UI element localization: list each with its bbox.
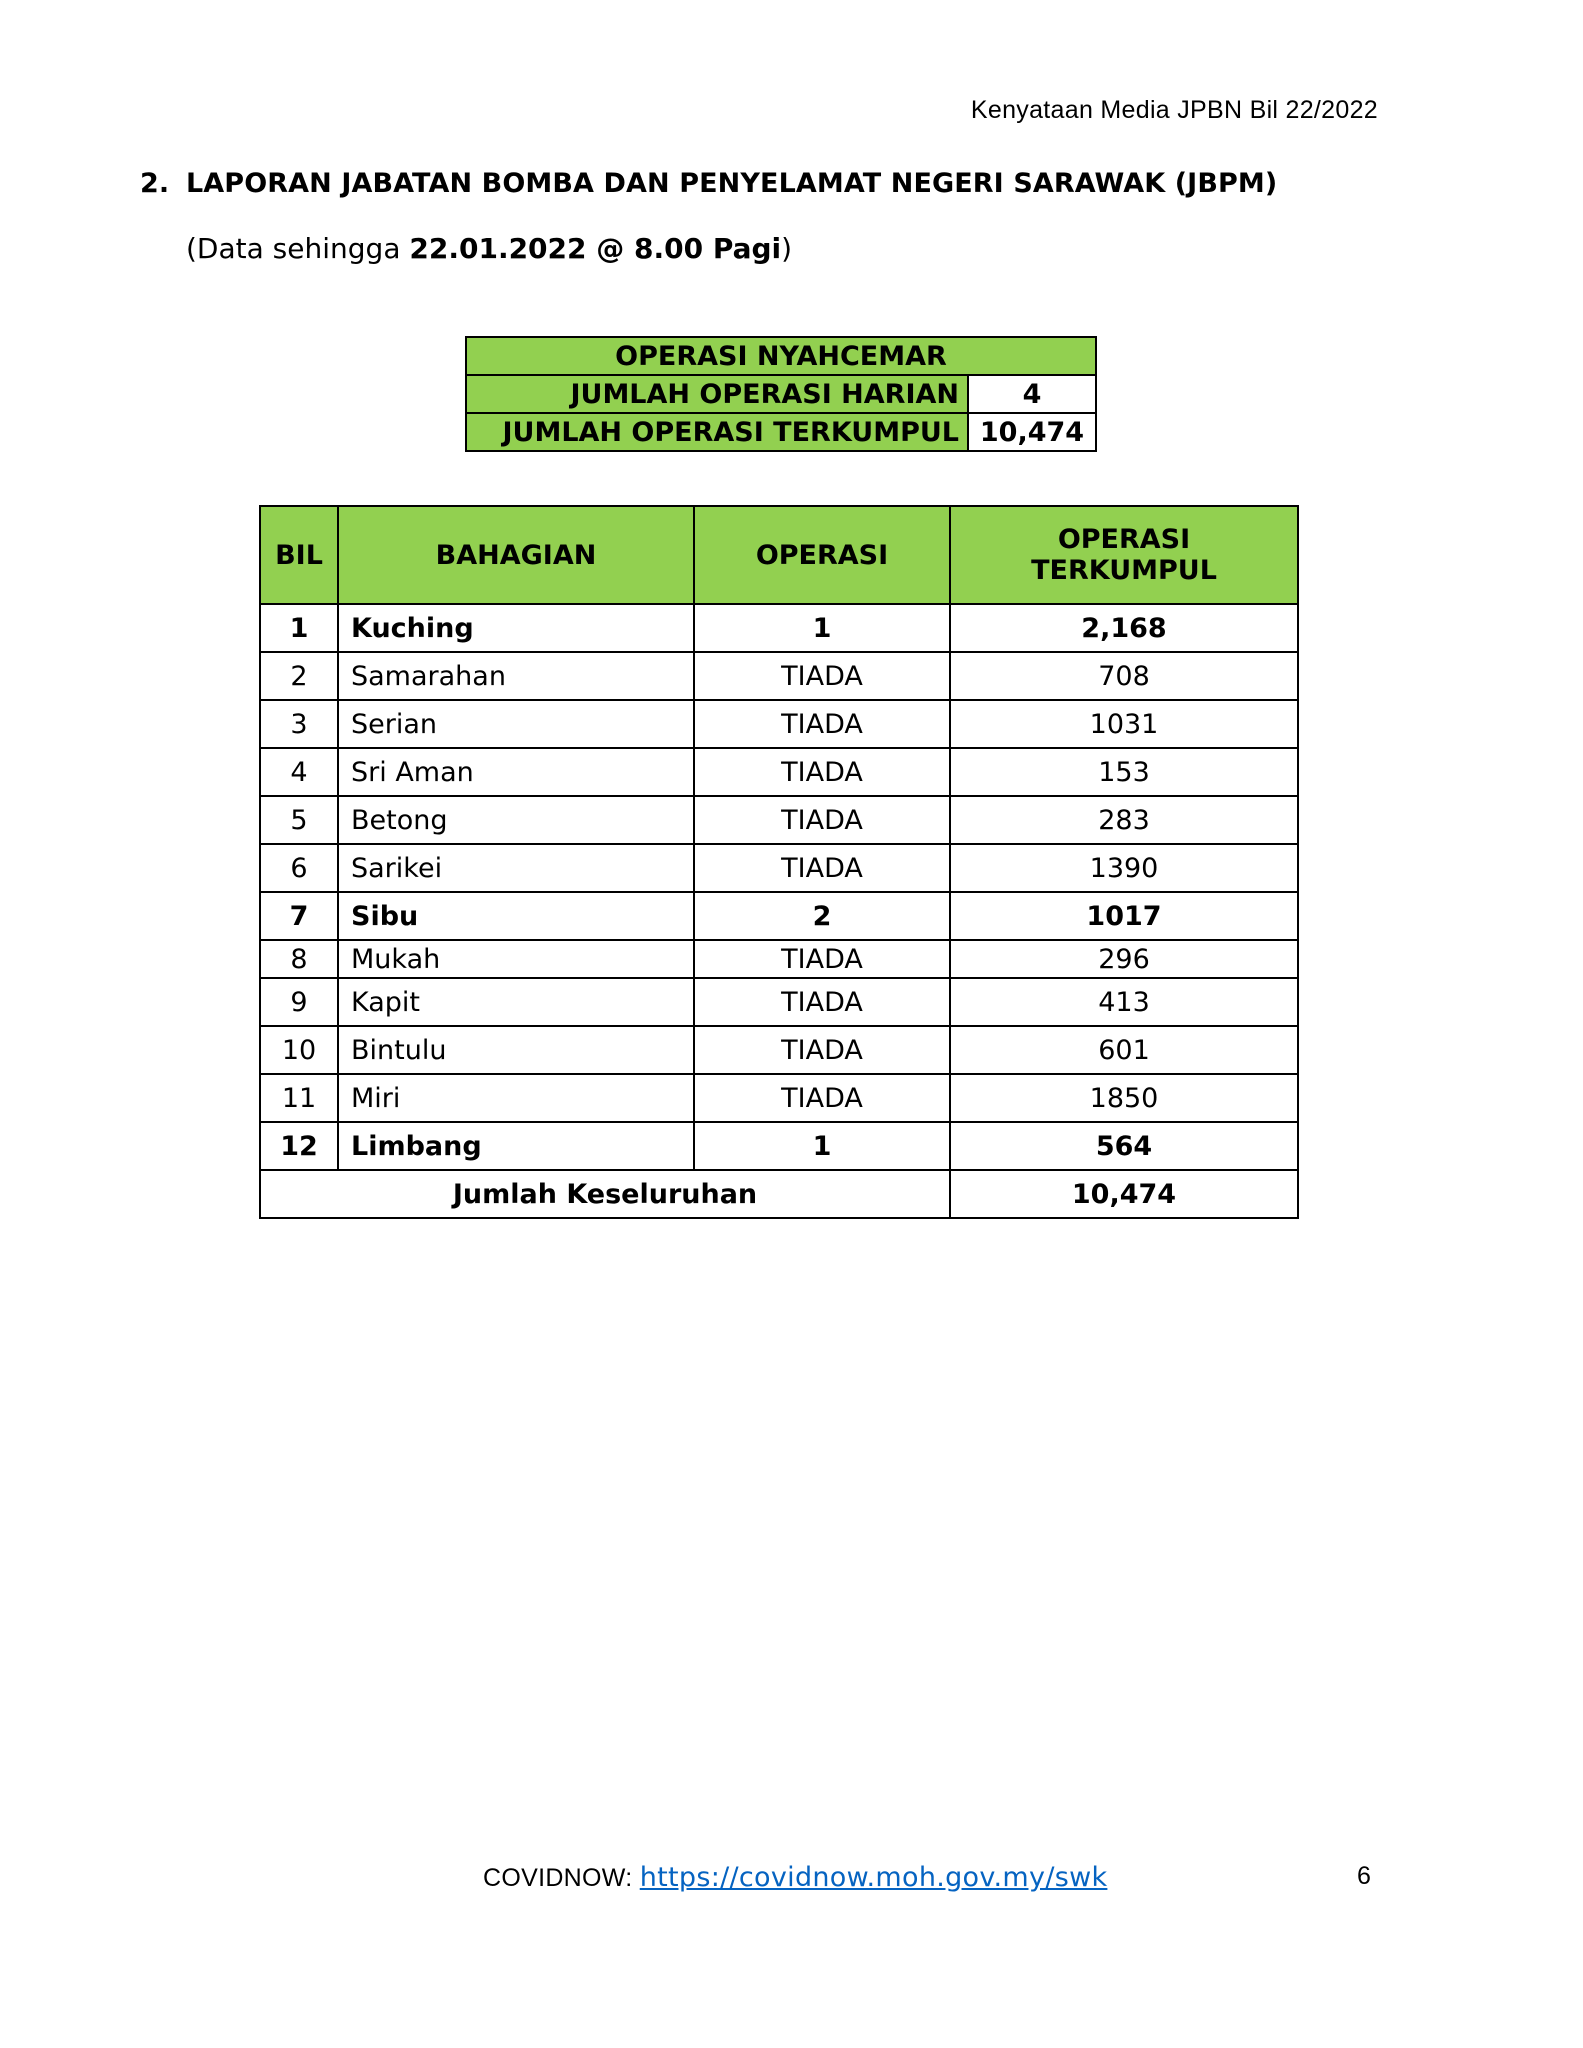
cumulative-operations-value: 10,474 — [968, 413, 1096, 451]
total-label: Jumlah Keseluruhan — [260, 1170, 950, 1218]
table-row — [260, 652, 1298, 700]
cell-terkumpul: 1850 — [950, 1074, 1298, 1122]
page-number: 6 — [1357, 1862, 1371, 1890]
data-prefix: (Data sehingga — [186, 232, 410, 265]
cell-bahagian: Betong — [338, 796, 694, 844]
cell-bahagian: Limbang — [338, 1122, 694, 1170]
cell-bil: 6 — [260, 844, 338, 892]
cell-operasi: TIADA — [694, 844, 950, 892]
section-title: LAPORAN JABATAN BOMBA DAN PENYELAMAT NEGERI SARAWAK (JBPM) — [186, 168, 1278, 199]
cell-operasi: 1 — [694, 1122, 950, 1170]
cell-operasi: 2 — [694, 892, 950, 940]
cell-terkumpul: 413 — [950, 978, 1298, 1026]
cell-operasi: TIADA — [694, 978, 950, 1026]
table-row — [260, 700, 1298, 748]
cell-terkumpul: 601 — [950, 1026, 1298, 1074]
cell-bil: 7 — [260, 892, 338, 940]
footer — [483, 1862, 1107, 1893]
table-row — [260, 844, 1298, 892]
table-row — [260, 748, 1298, 796]
cell-bahagian: Bintulu — [338, 1026, 694, 1074]
table-row — [260, 940, 1298, 978]
cell-bil: 10 — [260, 1026, 338, 1074]
table-row — [260, 978, 1298, 1026]
cell-bil: 1 — [260, 604, 338, 652]
cell-bil: 11 — [260, 1074, 338, 1122]
header-bahagian: BAHAGIAN — [338, 506, 694, 604]
table-total-row — [260, 1170, 1298, 1218]
cell-bil: 9 — [260, 978, 338, 1026]
header-bil: BIL — [260, 506, 338, 604]
table-row — [260, 796, 1298, 844]
document-reference: Kenyataan Media JPBN Bil 22/2022 — [970, 96, 1378, 124]
cell-bahagian: Serian — [338, 700, 694, 748]
cell-bahagian: Sibu — [338, 892, 694, 940]
cell-terkumpul: 153 — [950, 748, 1298, 796]
cell-bahagian: Mukah — [338, 940, 694, 978]
summary-table — [465, 336, 1097, 452]
cell-operasi: TIADA — [694, 700, 950, 748]
cell-terkumpul: 1017 — [950, 892, 1298, 940]
table-row — [260, 1122, 1298, 1170]
cell-bil: 3 — [260, 700, 338, 748]
cell-terkumpul: 2,168 — [950, 604, 1298, 652]
data-as-of-line — [186, 232, 792, 265]
cell-terkumpul: 296 — [950, 940, 1298, 978]
data-date: 22.01.2022 @ 8.00 Pagi — [409, 232, 782, 265]
cell-bahagian: Sarikei — [338, 844, 694, 892]
section-number: 2. — [140, 168, 170, 199]
data-suffix: ) — [781, 232, 793, 265]
cell-operasi: 1 — [694, 604, 950, 652]
covidnow-link[interactable]: https://covidnow.moh.gov.my/swk — [639, 1862, 1108, 1893]
cell-operasi: TIADA — [694, 796, 950, 844]
division-operations-table — [259, 505, 1299, 1219]
cell-terkumpul: 708 — [950, 652, 1298, 700]
cell-operasi: TIADA — [694, 652, 950, 700]
cell-terkumpul: 1390 — [950, 844, 1298, 892]
cell-terkumpul: 283 — [950, 796, 1298, 844]
cell-bil: 2 — [260, 652, 338, 700]
total-value: 10,474 — [950, 1170, 1298, 1218]
cell-terkumpul: 564 — [950, 1122, 1298, 1170]
cell-operasi: TIADA — [694, 748, 950, 796]
cell-bahagian: Kuching — [338, 604, 694, 652]
cell-bahagian: Miri — [338, 1074, 694, 1122]
table-header-row — [260, 506, 1298, 604]
footer-label: COVIDNOW: — [483, 1864, 640, 1892]
cell-bahagian: Kapit — [338, 978, 694, 1026]
cell-operasi: TIADA — [694, 940, 950, 978]
cell-terkumpul: 1031 — [950, 700, 1298, 748]
cell-operasi: TIADA — [694, 1074, 950, 1122]
cell-bahagian: Samarahan — [338, 652, 694, 700]
header-operasi: OPERASI — [694, 506, 950, 604]
cell-bil: 5 — [260, 796, 338, 844]
daily-operations-label: JUMLAH OPERASI HARIAN — [466, 375, 968, 413]
cell-bil: 8 — [260, 940, 338, 978]
cell-bil: 12 — [260, 1122, 338, 1170]
cell-bahagian: Sri Aman — [338, 748, 694, 796]
table-row — [260, 1026, 1298, 1074]
summary-title: OPERASI NYAHCEMAR — [466, 337, 1096, 375]
section-heading — [140, 168, 1277, 199]
cell-operasi: TIADA — [694, 1026, 950, 1074]
daily-operations-value: 4 — [968, 375, 1096, 413]
table-row — [260, 892, 1298, 940]
table-row — [260, 1074, 1298, 1122]
table-row — [260, 604, 1298, 652]
cell-bil: 4 — [260, 748, 338, 796]
cumulative-operations-label: JUMLAH OPERASI TERKUMPUL — [466, 413, 968, 451]
header-operasi-terkumpul: OPERASI TERKUMPUL — [950, 506, 1298, 604]
